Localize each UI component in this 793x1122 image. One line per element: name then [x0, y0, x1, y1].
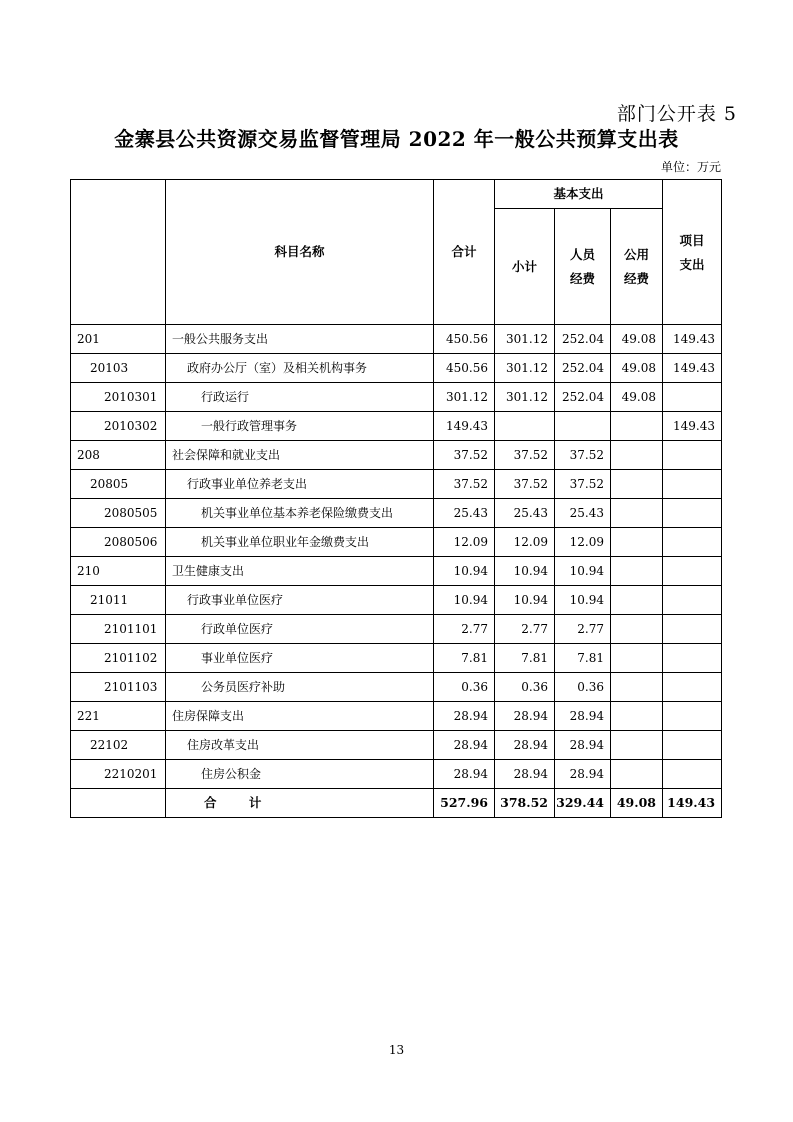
table-row — [71, 354, 722, 383]
total-code-cell — [71, 789, 166, 818]
total-personnel: 329.44 — [555, 789, 611, 818]
subject-code: 2010301 — [71, 383, 166, 412]
header-code — [71, 180, 166, 325]
amount-personnel: 12.09 — [555, 528, 611, 557]
amount-total: 12.09 — [434, 528, 495, 557]
table-row — [71, 644, 722, 673]
amount-subtotal: 301.12 — [495, 325, 555, 354]
table-row — [71, 702, 722, 731]
amount-total: 28.94 — [434, 731, 495, 760]
amount-subtotal: 37.52 — [495, 441, 555, 470]
amount-total: 25.43 — [434, 499, 495, 528]
table-row — [71, 557, 722, 586]
table-row — [71, 673, 722, 702]
amount-public — [611, 760, 663, 789]
amount-personnel: 252.04 — [555, 325, 611, 354]
subject-name: 机关事业单位基本养老保险缴费支出 — [166, 499, 434, 528]
amount-public — [611, 412, 663, 441]
amount-project — [663, 499, 722, 528]
amount-total: 149.43 — [434, 412, 495, 441]
amount-total: 10.94 — [434, 586, 495, 615]
table-row — [71, 760, 722, 789]
amount-total: 37.52 — [434, 470, 495, 499]
header-public-line1: 公用 — [624, 246, 650, 262]
amount-personnel: 25.43 — [555, 499, 611, 528]
subject-code: 2101102 — [71, 644, 166, 673]
subject-code: 2080505 — [71, 499, 166, 528]
subject-name: 行政事业单位医疗 — [166, 586, 434, 615]
amount-subtotal: 28.94 — [495, 702, 555, 731]
subject-name: 卫生健康支出 — [166, 557, 434, 586]
amount-subtotal: 0.36 — [495, 673, 555, 702]
amount-public — [611, 528, 663, 557]
amount-personnel: 10.94 — [555, 586, 611, 615]
subject-code: 2210201 — [71, 760, 166, 789]
amount-total: 37.52 — [434, 441, 495, 470]
table-row — [71, 586, 722, 615]
subject-code: 201 — [71, 325, 166, 354]
table-row — [71, 383, 722, 412]
page-title: 金寨县公共资源交易监督管理局 2022 年一般公共预算支出表 — [114, 127, 679, 151]
subject-name: 住房公积金 — [166, 760, 434, 789]
subject-name: 行政运行 — [166, 383, 434, 412]
table-row — [71, 731, 722, 760]
subject-name: 机关事业单位职业年金缴费支出 — [166, 528, 434, 557]
subject-name: 事业单位医疗 — [166, 644, 434, 673]
header-total: 合计 — [434, 180, 495, 325]
amount-public: 49.08 — [611, 354, 663, 383]
amount-total: 450.56 — [434, 354, 495, 383]
amount-project — [663, 702, 722, 731]
header-public — [611, 209, 663, 325]
amount-public: 49.08 — [611, 383, 663, 412]
subject-code: 20805 — [71, 470, 166, 499]
amount-total: 7.81 — [434, 644, 495, 673]
amount-public — [611, 470, 663, 499]
table-row — [71, 325, 722, 354]
total-label: 合 计 — [166, 789, 434, 818]
amount-personnel: 28.94 — [555, 702, 611, 731]
amount-personnel: 37.52 — [555, 441, 611, 470]
amount-personnel: 28.94 — [555, 731, 611, 760]
subject-name: 住房保障支出 — [166, 702, 434, 731]
amount-total: 0.36 — [434, 673, 495, 702]
header-project-expenditure — [663, 180, 722, 325]
header-personnel — [555, 209, 611, 325]
header-public-line2: 经费 — [624, 270, 650, 286]
amount-project — [663, 760, 722, 789]
amount-public — [611, 731, 663, 760]
amount-project: 149.43 — [663, 412, 722, 441]
subject-code: 22102 — [71, 731, 166, 760]
amount-project: 149.43 — [663, 354, 722, 383]
header-project-line1: 项目 — [679, 233, 705, 248]
subject-name: 社会保障和就业支出 — [166, 441, 434, 470]
total-project: 149.43 — [663, 789, 722, 818]
table-body — [71, 325, 722, 789]
amount-project — [663, 586, 722, 615]
amount-public — [611, 557, 663, 586]
amount-total: 2.77 — [434, 615, 495, 644]
subject-name: 政府办公厅（室）及相关机构事务 — [166, 354, 434, 383]
subject-code: 221 — [71, 702, 166, 731]
amount-project — [663, 528, 722, 557]
amount-subtotal: 10.94 — [495, 557, 555, 586]
amount-public — [611, 586, 663, 615]
amount-total: 28.94 — [434, 760, 495, 789]
subject-name: 行政事业单位养老支出 — [166, 470, 434, 499]
amount-subtotal — [495, 412, 555, 441]
table-row — [71, 441, 722, 470]
page-number: 13 — [388, 1043, 405, 1057]
amount-personnel — [555, 412, 611, 441]
table-row — [71, 470, 722, 499]
header-project-line2: 支出 — [679, 257, 705, 272]
amount-project — [663, 470, 722, 499]
total-subtotal: 378.52 — [495, 789, 555, 818]
amount-personnel: 37.52 — [555, 470, 611, 499]
amount-project — [663, 673, 722, 702]
amount-public — [611, 615, 663, 644]
subject-name: 一般公共服务支出 — [166, 325, 434, 354]
amount-personnel: 28.94 — [555, 760, 611, 789]
amount-public — [611, 644, 663, 673]
amount-personnel: 2.77 — [555, 615, 611, 644]
total-row — [71, 789, 722, 818]
subject-code: 2010302 — [71, 412, 166, 441]
amount-personnel: 252.04 — [555, 383, 611, 412]
amount-subtotal: 301.12 — [495, 383, 555, 412]
amount-subtotal: 37.52 — [495, 470, 555, 499]
amount-total: 28.94 — [434, 702, 495, 731]
amount-subtotal: 2.77 — [495, 615, 555, 644]
table-row — [71, 412, 722, 441]
table-row — [71, 499, 722, 528]
budget-table — [70, 179, 722, 818]
amount-total: 450.56 — [434, 325, 495, 354]
subject-code: 208 — [71, 441, 166, 470]
amount-total: 10.94 — [434, 557, 495, 586]
subject-name: 行政单位医疗 — [166, 615, 434, 644]
amount-personnel: 10.94 — [555, 557, 611, 586]
header-subject-name: 科目名称 — [166, 180, 434, 325]
amount-public — [611, 499, 663, 528]
unit-label: 单位：万元 — [660, 160, 721, 174]
subject-code: 2101103 — [71, 673, 166, 702]
table-row — [71, 615, 722, 644]
header-basic-expenditure: 基本支出 — [495, 180, 663, 209]
amount-subtotal: 7.81 — [495, 644, 555, 673]
total-amount: 527.96 — [434, 789, 495, 818]
amount-total: 301.12 — [434, 383, 495, 412]
amount-subtotal: 28.94 — [495, 760, 555, 789]
subject-code: 2080506 — [71, 528, 166, 557]
amount-project — [663, 644, 722, 673]
header-personnel-line2: 经费 — [569, 270, 595, 286]
subject-code: 210 — [71, 557, 166, 586]
amount-subtotal: 25.43 — [495, 499, 555, 528]
amount-project: 149.43 — [663, 325, 722, 354]
amount-personnel: 252.04 — [555, 354, 611, 383]
amount-subtotal: 10.94 — [495, 586, 555, 615]
amount-personnel: 0.36 — [555, 673, 611, 702]
subject-name: 公务员医疗补助 — [166, 673, 434, 702]
amount-public: 49.08 — [611, 325, 663, 354]
amount-project — [663, 731, 722, 760]
subject-name: 一般行政管理事务 — [166, 412, 434, 441]
subject-code: 20103 — [71, 354, 166, 383]
subject-code: 21011 — [71, 586, 166, 615]
subject-name: 住房改革支出 — [166, 731, 434, 760]
amount-public — [611, 673, 663, 702]
amount-public — [611, 441, 663, 470]
amount-project — [663, 441, 722, 470]
amount-subtotal: 28.94 — [495, 731, 555, 760]
document-label: 部门公开表 5 — [616, 103, 737, 125]
amount-project — [663, 615, 722, 644]
amount-personnel: 7.81 — [555, 644, 611, 673]
amount-subtotal: 301.12 — [495, 354, 555, 383]
header-subtotal: 小计 — [495, 209, 555, 325]
amount-subtotal: 12.09 — [495, 528, 555, 557]
amount-project — [663, 383, 722, 412]
table-row — [71, 528, 722, 557]
amount-public — [611, 702, 663, 731]
header-personnel-line1: 人员 — [569, 246, 595, 262]
total-public: 49.08 — [611, 789, 663, 818]
amount-project — [663, 557, 722, 586]
subject-code: 2101101 — [71, 615, 166, 644]
